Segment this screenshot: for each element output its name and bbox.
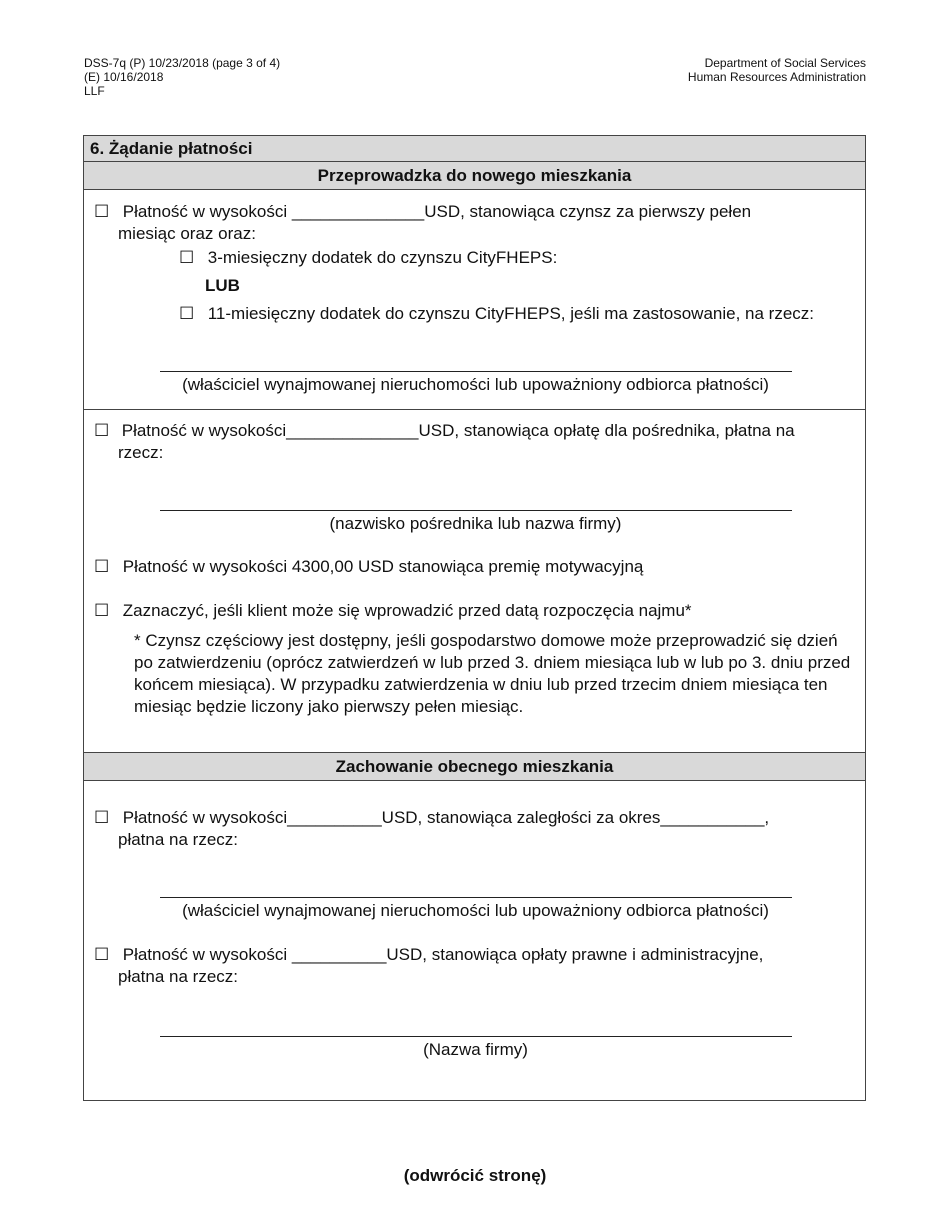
supplement-3-month-row [179,247,557,269]
agency-block [688,56,866,84]
broker-fee-text: Płatność w wysokości______________USD, stanowiąca opłatę dla pośrednika, płatna na [121,421,795,440]
landlord-caption: (właściciel wynajmowanej nieruchomości lub upoważniony odbiorca płatności) [182,375,769,394]
supplement-11-month-checkbox[interactable]: ☐ [179,304,195,323]
department-name: Department of Social Services [704,56,866,70]
arrears-caption: (właściciel wynajmowanej nieruchomości lub upoważniony odbiorca płatności) [182,901,769,920]
firm-name-caption: (Nazwa firmy) [423,1040,528,1059]
or-label: LUB [205,276,240,295]
legal-fees-checkbox[interactable]: ☐ [94,945,110,964]
early-move-in-row [94,600,692,622]
first-month-rent-text-cont: miesiąc oraz oraz: [118,224,256,243]
early-move-in-checkbox[interactable]: ☐ [94,601,110,620]
legal-fees-text: Płatność w wysokości __________USD, stanowiąca opłaty prawne i administracyjne, [122,945,764,964]
supplement-11-month-text: 11-miesięczny dodatek do czynszu CityFHEPS, jeśli ma zastosowanie, na rzecz: [207,304,814,323]
first-month-rent-row [94,201,751,223]
firm-name-line[interactable] [160,1036,792,1037]
english-date: (E) 10/16/2018 [84,70,164,84]
incentive-bonus-checkbox[interactable]: ☐ [94,557,110,576]
first-month-rent-checkbox[interactable]: ☐ [94,202,110,221]
broker-name-line[interactable] [160,510,792,511]
early-move-in-text: Zaznaczyć, jeśli klient może się wprowadzić przed datą rozpoczęcia najmu* [122,601,692,620]
arrears-row [94,807,769,829]
legal-fees-text-cont: płatna na rzecz: [118,967,239,986]
arrears-text-cont: płatna na rzecz: [118,830,239,849]
broker-fee-row [94,420,795,442]
arrears-payee-line[interactable] [160,897,792,898]
supplement-3-month-checkbox[interactable]: ☐ [179,248,195,267]
move-heading: Przeprowadzka do nowego mieszkania [84,162,865,190]
broker-fee-checkbox[interactable]: ☐ [94,421,110,440]
turn-page-note: (odwrócić stronę) [403,1166,547,1185]
supplement-3-month-text: 3-miesięczny dodatek do czynszu CityFHEPS: [207,248,558,267]
divider [84,409,865,410]
incentive-bonus-row [94,556,643,578]
broker-fee-text-cont: rzecz: [118,443,164,462]
first-month-rent-text: Płatność w wysokości ______________USD, stanowiąca czynsz za pierwszy pełen [122,202,752,221]
form-id: DSS-7q (P) 10/23/2018 (page 3 of 4) [84,56,281,70]
administration-name: Human Resources Administration [687,70,866,84]
payment-request-section [83,135,866,1101]
supplement-11-month-row [179,303,814,325]
partial-rent-footnote: * Czynsz częściowy jest dostępny, jeśli gospodarstwo domowe może przeprowadzić się dzień po zatwierdzeniu (oprócz zatwierdzeń w lub przed 3. dniem miesiąca lub w lub po 3. dniu przed końcem miesiąca). W przypadku zatwierdzenia w dniu lub przed trzecim dniem miesiąca ten miesiąc będzie liczony jako pierwszy pełen miesiąc. [134,631,851,716]
landlord-signature-line[interactable] [160,371,792,372]
legal-fees-row [94,944,763,966]
section-title: 6. Żądanie płatności [84,136,865,162]
arrears-text: Płatność w wysokości__________USD, stanowiąca zaległości za okres___________, [122,808,770,827]
form-id-block [84,56,280,98]
arrears-checkbox[interactable]: ☐ [94,808,110,827]
keep-heading: Zachowanie obecnego mieszkania [84,752,865,781]
broker-caption: (nazwisko pośrednika lub nazwa firmy) [329,514,622,533]
language-code: LLF [84,84,105,98]
incentive-bonus-text: Płatność w wysokości 4300,00 USD stanowiąca premię motywacyjną [122,557,644,576]
